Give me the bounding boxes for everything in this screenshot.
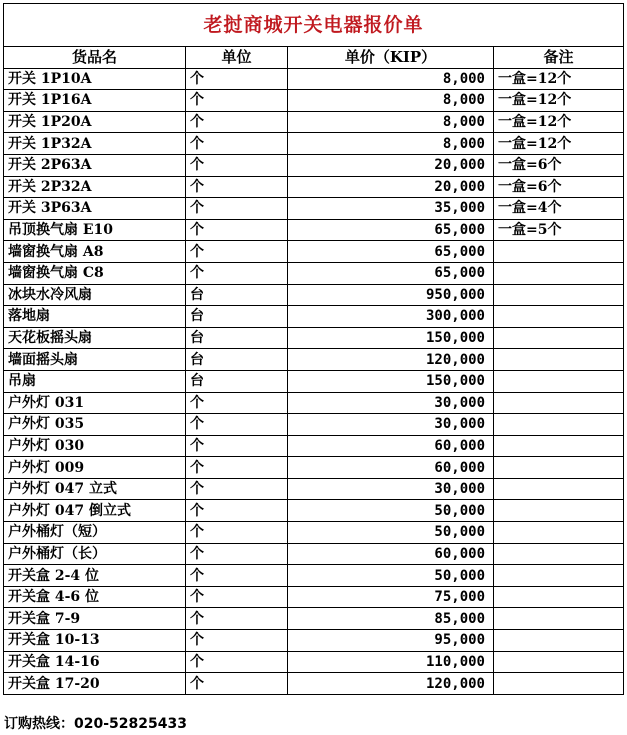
- price-cell: 35,000: [288, 198, 494, 220]
- note-cell: 一盒=12个: [494, 90, 624, 112]
- note-cell: [494, 327, 624, 349]
- price-cell: 150,000: [288, 370, 494, 392]
- table-row: [4, 262, 624, 284]
- table-row: [4, 306, 624, 328]
- item-name-cell: 户外灯 035: [4, 414, 186, 436]
- item-name-cell: 户外灯 030: [4, 435, 186, 457]
- price-cell: 300,000: [288, 306, 494, 328]
- note-cell: [494, 262, 624, 284]
- note-cell: 一盒=6个: [494, 176, 624, 198]
- table-row: [4, 608, 624, 630]
- unit-cell: 个: [186, 565, 288, 587]
- table-row: [4, 176, 624, 198]
- item-name-cell: 冰块水冷风扇: [4, 284, 186, 306]
- note-cell: [494, 500, 624, 522]
- table-row: [4, 68, 624, 90]
- table-row: [4, 586, 624, 608]
- table-row: [4, 543, 624, 565]
- unit-cell: 台: [186, 306, 288, 328]
- table-row: [4, 651, 624, 673]
- note-cell: [494, 284, 624, 306]
- table-row: [4, 370, 624, 392]
- item-name-cell: 户外灯 031: [4, 392, 186, 414]
- unit-cell: 个: [186, 111, 288, 133]
- price-cell: 30,000: [288, 392, 494, 414]
- note-cell: 一盒=4个: [494, 198, 624, 220]
- item-name-cell: 开关盒 10-13: [4, 630, 186, 652]
- unit-cell: 个: [186, 90, 288, 112]
- price-cell: 85,000: [288, 608, 494, 630]
- item-name-cell: 开关 1P16A: [4, 90, 186, 112]
- item-name-cell: 户外桶灯（长）: [4, 543, 186, 565]
- price-cell: 60,000: [288, 457, 494, 479]
- header-note: 备注: [494, 47, 624, 69]
- item-name-cell: 户外灯 009: [4, 457, 186, 479]
- price-cell: 20,000: [288, 154, 494, 176]
- item-name-cell: 户外灯 047 立式: [4, 478, 186, 500]
- note-cell: [494, 630, 624, 652]
- price-cell: 110,000: [288, 651, 494, 673]
- table-row: [4, 565, 624, 587]
- item-name-cell: 开关盒 2-4 位: [4, 565, 186, 587]
- price-cell: 8,000: [288, 90, 494, 112]
- item-name-cell: 天花板摇头扇: [4, 327, 186, 349]
- note-cell: [494, 478, 624, 500]
- table-row: [4, 284, 624, 306]
- table-row: [4, 219, 624, 241]
- table-row: [4, 673, 624, 695]
- table-row: [4, 522, 624, 544]
- note-cell: 一盒=12个: [494, 111, 624, 133]
- note-cell: [494, 370, 624, 392]
- table-row: [4, 414, 624, 436]
- table-row: [4, 327, 624, 349]
- item-name-cell: 开关盒 17-20: [4, 673, 186, 695]
- price-cell: 20,000: [288, 176, 494, 198]
- note-cell: [494, 586, 624, 608]
- note-cell: 一盒=12个: [494, 68, 624, 90]
- price-cell: 75,000: [288, 586, 494, 608]
- note-cell: [494, 392, 624, 414]
- unit-cell: 台: [186, 284, 288, 306]
- note-cell: [494, 349, 624, 371]
- header-row: [4, 47, 624, 69]
- unit-cell: 个: [186, 608, 288, 630]
- price-cell: 50,000: [288, 522, 494, 544]
- unit-cell: 个: [186, 630, 288, 652]
- item-name-cell: 墙面摇头扇: [4, 349, 186, 371]
- price-cell: 60,000: [288, 543, 494, 565]
- table-row: [4, 133, 624, 155]
- price-cell: 30,000: [288, 478, 494, 500]
- price-cell: 60,000: [288, 435, 494, 457]
- price-cell: 8,000: [288, 111, 494, 133]
- unit-cell: 个: [186, 154, 288, 176]
- unit-cell: 个: [186, 673, 288, 695]
- unit-cell: 个: [186, 435, 288, 457]
- unit-cell: 个: [186, 500, 288, 522]
- note-cell: [494, 651, 624, 673]
- item-name-cell: 户外桶灯（短）: [4, 522, 186, 544]
- item-name-cell: 开关 2P32A: [4, 176, 186, 198]
- item-name-cell: 开关盒 14-16: [4, 651, 186, 673]
- note-cell: [494, 435, 624, 457]
- table-row: [4, 500, 624, 522]
- unit-cell: 个: [186, 219, 288, 241]
- unit-cell: 个: [186, 586, 288, 608]
- sheet-title: 老挝商城开关电器报价单: [4, 4, 624, 47]
- note-cell: [494, 565, 624, 587]
- price-cell: 120,000: [288, 673, 494, 695]
- price-cell: 150,000: [288, 327, 494, 349]
- item-name-cell: 开关盒 4-6 位: [4, 586, 186, 608]
- note-cell: [494, 543, 624, 565]
- header-unit: 单位: [186, 47, 288, 69]
- note-cell: [494, 414, 624, 436]
- unit-cell: 个: [186, 414, 288, 436]
- price-table: [3, 3, 624, 695]
- unit-cell: 台: [186, 370, 288, 392]
- price-cell: 50,000: [288, 500, 494, 522]
- table-row: [4, 241, 624, 263]
- price-cell: 30,000: [288, 414, 494, 436]
- unit-cell: 个: [186, 198, 288, 220]
- item-name-cell: 开关 3P63A: [4, 198, 186, 220]
- price-cell: 95,000: [288, 630, 494, 652]
- unit-cell: 台: [186, 349, 288, 371]
- price-cell: 65,000: [288, 241, 494, 263]
- note-cell: 一盒=5个: [494, 219, 624, 241]
- table-row: [4, 90, 624, 112]
- item-name-cell: 开关 1P20A: [4, 111, 186, 133]
- table-row: [4, 154, 624, 176]
- table-row: [4, 111, 624, 133]
- price-cell: 50,000: [288, 565, 494, 587]
- note-cell: [494, 673, 624, 695]
- order-hotline: 订购热线：020-52825433: [4, 716, 187, 732]
- table-row: [4, 630, 624, 652]
- price-cell: 65,000: [288, 262, 494, 284]
- price-cell: 950,000: [288, 284, 494, 306]
- item-name-cell: 开关 2P63A: [4, 154, 186, 176]
- item-name-cell: 落地扇: [4, 306, 186, 328]
- note-cell: [494, 608, 624, 630]
- unit-cell: 个: [186, 68, 288, 90]
- unit-cell: 个: [186, 478, 288, 500]
- note-cell: [494, 306, 624, 328]
- price-cell: 65,000: [288, 219, 494, 241]
- price-cell: 120,000: [288, 349, 494, 371]
- price-cell: 8,000: [288, 68, 494, 90]
- table-row: [4, 198, 624, 220]
- item-name-cell: 开关 1P10A: [4, 68, 186, 90]
- unit-cell: 个: [186, 543, 288, 565]
- item-name-cell: 吊扇: [4, 370, 186, 392]
- unit-cell: 个: [186, 392, 288, 414]
- table-row: [4, 349, 624, 371]
- item-name-cell: 墙窗换气扇 C8: [4, 262, 186, 284]
- note-cell: [494, 457, 624, 479]
- unit-cell: 个: [186, 522, 288, 544]
- unit-cell: 个: [186, 176, 288, 198]
- header-item-name: 货品名: [4, 47, 186, 69]
- unit-cell: 个: [186, 133, 288, 155]
- table-row: [4, 478, 624, 500]
- unit-cell: 台: [186, 327, 288, 349]
- unit-cell: 个: [186, 241, 288, 263]
- item-name-cell: 开关盒 7-9: [4, 608, 186, 630]
- unit-cell: 个: [186, 651, 288, 673]
- table-row: [4, 435, 624, 457]
- item-name-cell: 墙窗换气扇 A8: [4, 241, 186, 263]
- price-cell: 8,000: [288, 133, 494, 155]
- note-cell: [494, 522, 624, 544]
- title-row: [4, 4, 624, 47]
- item-name-cell: 吊顶换气扇 E10: [4, 219, 186, 241]
- note-cell: 一盒=6个: [494, 154, 624, 176]
- note-cell: 一盒=12个: [494, 133, 624, 155]
- header-price: 单价（KIP）: [288, 47, 494, 69]
- unit-cell: 个: [186, 457, 288, 479]
- note-cell: [494, 241, 624, 263]
- unit-cell: 个: [186, 262, 288, 284]
- table-row: [4, 392, 624, 414]
- item-name-cell: 户外灯 047 倒立式: [4, 500, 186, 522]
- item-name-cell: 开关 1P32A: [4, 133, 186, 155]
- table-row: [4, 457, 624, 479]
